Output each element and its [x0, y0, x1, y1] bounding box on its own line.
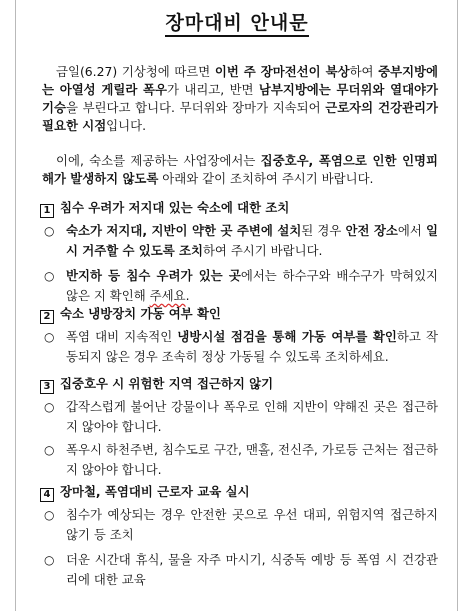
- bullet-icon: ○: [44, 330, 55, 344]
- bullet-icon: ○: [44, 400, 55, 414]
- text-run: 입니다.: [106, 118, 147, 133]
- text-run: 하여: [349, 64, 379, 79]
- intro-paragraph-1: [42, 63, 438, 135]
- list-item: [44, 221, 440, 263]
- text-run: 갑작스럽게 불어난 강물이나 폭우로 인해 지반이 약해진 곳은 접근하지 않아야 합니다.: [66, 399, 438, 434]
- text-run: 금일(6.27) 기상청에 따르면: [56, 64, 215, 79]
- emphasis-text: 중부지방에는 아열성 게릴라 폭우: [42, 64, 438, 97]
- emphasis-text: 안전 장소: [345, 223, 398, 238]
- bullet-icon: ○: [44, 553, 55, 567]
- text-run: 하여 주시기 바랍니다.: [202, 243, 323, 258]
- section-number: 2: [40, 310, 54, 324]
- text-run: 이에, 숙소를 제공하는 사업장에서는: [56, 153, 261, 168]
- list-item: [44, 550, 440, 592]
- list-item-text: [66, 550, 438, 590]
- list-item: [44, 266, 440, 308]
- section-number: 1: [40, 204, 54, 218]
- section-4-heading: [40, 483, 440, 502]
- list-item-text: [66, 327, 438, 367]
- bullet-icon: ○: [44, 224, 55, 238]
- text-run: 폭염 대비 지속적인: [66, 329, 178, 344]
- emphasis-text: 남부지방에는 무더위와 열대야가 기승: [42, 82, 438, 115]
- text-run: 침수가 예상되는 경우 안전한 곳으로 우선 대피, 위험지역 접근하지 않기 등 조치: [66, 507, 438, 542]
- emphasis-text: 근로자의 건강관리가 필요한 시점: [42, 100, 438, 133]
- emphasis-text: 숙소가 저지대, 지반이 약한 곳 주변에 설치: [66, 223, 302, 238]
- section-1-heading: [40, 199, 440, 218]
- list-item: [44, 327, 440, 369]
- section-title: 침수 우려가 저지대 있는 숙소에 대한 조치: [60, 200, 290, 215]
- text-run: 폭우시 하천주변, 침수도로 구간, 맨홀, 전신주, 가로등 근처는 접근하지 않아야 합니다.: [66, 442, 438, 477]
- section-number: 3: [40, 380, 54, 394]
- page-title: 장마대비 안내문: [0, 8, 474, 35]
- text-run: 된 경우: [301, 223, 346, 238]
- text-run: 을 부린다고 합니다. 무더위와 장마가 지속되어: [65, 100, 326, 115]
- emphasis-text: 집중호우, 폭염으로 인한 인명피해가 발생하지 않도록: [42, 153, 438, 186]
- text-run: 더운 시간대 휴식, 물을 자주 마시기, 식중독 예방 등 폭염 시 건강관리에 대한 교육: [66, 552, 438, 587]
- list-item: [44, 440, 440, 482]
- emphasis-text: 일시 거주할 수 있도록 조치: [66, 223, 438, 258]
- text-run: 아래와 같이 조치하여 주시기 바랍니다.: [158, 171, 374, 186]
- text-run: 에서는 하수구와 배수구가 막혀있지 않은 지 확인해: [66, 268, 439, 303]
- section-title: 집중호우 시 위험한 지역 접근하지 않기: [60, 376, 274, 391]
- emphasis-text: 이번 주 장마전선이 북상: [214, 64, 350, 79]
- bullet-icon: ○: [44, 443, 55, 457]
- section-2-heading: [40, 305, 440, 324]
- bullet-icon: ○: [44, 269, 55, 283]
- section-3-heading: [40, 375, 440, 394]
- list-item-text: [66, 266, 438, 306]
- intro-paragraph-2: [42, 152, 438, 188]
- section-title: 숙소 냉방장치 가동 여부 확인: [60, 306, 221, 321]
- bullet-icon: ○: [44, 508, 55, 522]
- text-run: 가 내리고, 반면: [167, 82, 259, 97]
- text-run: .: [185, 288, 190, 303]
- list-item: [44, 505, 440, 547]
- emphasis-text: 냉방시설 점검을 통해 가동 여부를 확인: [177, 329, 397, 344]
- section-number: 4: [40, 488, 54, 502]
- list-item-text: [66, 221, 438, 261]
- text-run: 에서: [397, 223, 426, 238]
- list-item-text: [66, 505, 438, 545]
- list-item-text: [66, 397, 438, 437]
- emphasis-text: 반지하 등 침수 우려가 있는 곳: [66, 268, 241, 283]
- list-item-text: [66, 440, 438, 480]
- spellcheck-marked-text: 주세요: [149, 288, 186, 303]
- section-title: 장마철, 폭염대비 근로자 교육 실시: [60, 484, 250, 499]
- text-run: 하고 작동되지 않은 경우 조속히 정상 가동될 수 있도록 조치하세요.: [66, 329, 438, 364]
- list-item: [44, 397, 440, 439]
